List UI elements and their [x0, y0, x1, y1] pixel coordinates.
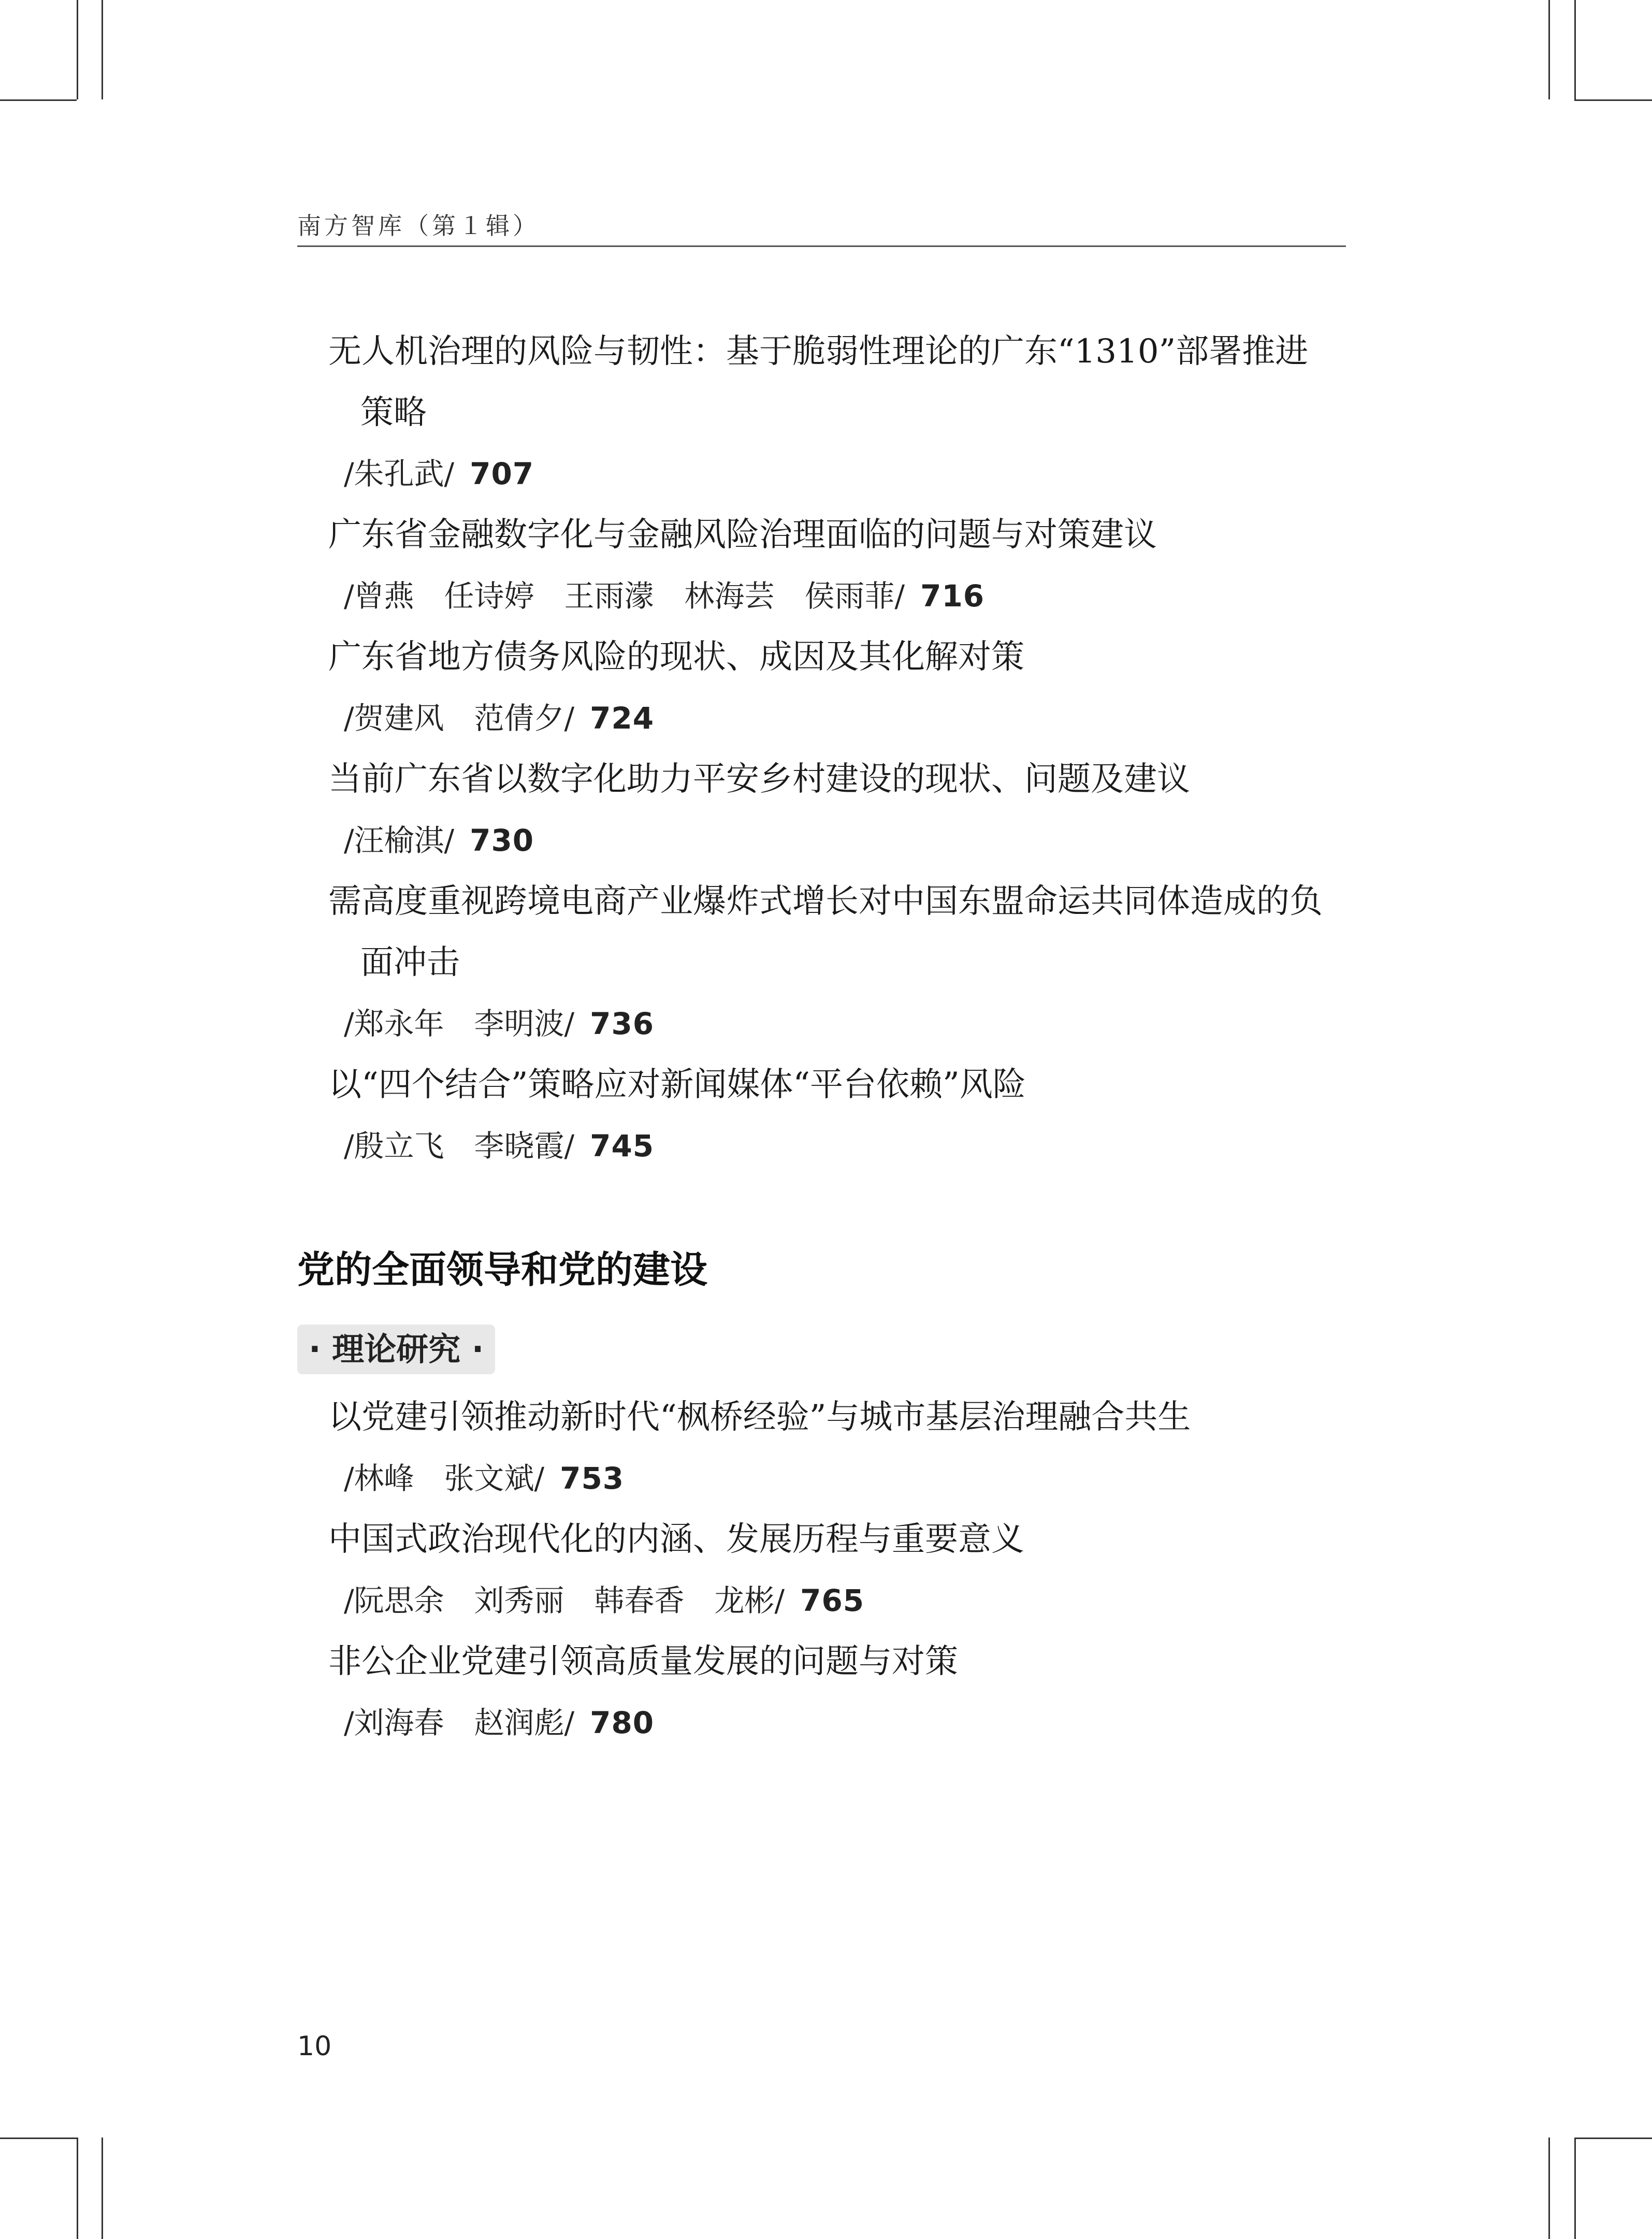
entry-title: 当前广东省以数字化助力平安乡村建设的现状、问题及建议 [328, 760, 1190, 798]
toc-entry [297, 871, 1354, 1054]
toc-entry [297, 1387, 1354, 1509]
entry-authors: /刘海春 赵润彪/ [344, 1705, 575, 1740]
crop-mark [0, 2138, 77, 2139]
section-heading: 党的全面领导和党的建设 [297, 1248, 708, 1291]
entry-authors: /曾燕 任诗婷 王雨濛 林海芸 侯雨菲/ [344, 578, 905, 614]
entry-page-number: 780 [590, 1705, 655, 1740]
entry-byline [344, 1692, 1354, 1753]
entry-title: 无人机治理的风险与韧性：基于脆弱性理论的广东“1310”部署推进 策略 [328, 332, 1309, 432]
entry-page-number: 716 [920, 578, 985, 614]
entry-title: 需高度重视跨境电商产业爆炸式增长对中国东盟命运共同体造成的负 面冲击 [328, 882, 1323, 982]
subsection-label: · 理论研究 · [297, 1325, 495, 1374]
entry-page-number: 707 [470, 456, 534, 491]
toc-entry [297, 1054, 1354, 1176]
entry-authors: /朱孔武/ [344, 456, 455, 491]
entry-authors: /汪榆淇/ [344, 823, 455, 858]
crop-mark [0, 99, 77, 101]
crop-mark [102, 0, 103, 99]
entry-byline [344, 688, 1354, 749]
toc-entry [297, 1631, 1354, 1753]
entry-page-number: 745 [590, 1128, 655, 1164]
entry-authors: /殷立飞 李晓霞/ [344, 1128, 575, 1164]
entry-byline [344, 1448, 1354, 1509]
entry-authors: /阮思余 刘秀丽 韩春香 龙彬/ [344, 1583, 785, 1618]
crop-mark [1574, 2138, 1652, 2139]
crop-mark [77, 2138, 78, 2239]
entry-page-number: 753 [560, 1461, 625, 1496]
crop-mark [1548, 2138, 1550, 2239]
entry-byline [344, 1115, 1354, 1176]
entry-byline [344, 810, 1354, 871]
table-of-contents [297, 321, 1354, 1753]
crop-mark [77, 0, 78, 99]
entry-title: 广东省地方债务风险的现状、成因及其化解对策 [328, 638, 1024, 676]
toc-entry [297, 749, 1354, 871]
entry-byline [344, 1570, 1354, 1631]
crop-mark [1574, 2138, 1576, 2239]
entry-page-number: 724 [590, 701, 655, 736]
toc-entry [297, 1509, 1354, 1631]
entry-authors: /林峰 张文斌/ [344, 1461, 545, 1496]
entry-title: 广东省金融数字化与金融风险治理面临的问题与对策建议 [328, 516, 1157, 554]
toc-entry [297, 627, 1354, 749]
entry-byline [344, 565, 1354, 627]
entry-authors: /贺建风 范倩夕/ [344, 701, 575, 736]
entry-title: 非公企业党建引领高质量发展的问题与对策 [328, 1642, 958, 1681]
crop-mark [1574, 99, 1652, 101]
entry-title: 以党建引领推动新时代“枫桥经验”与城市基层治理融合共生 [328, 1398, 1191, 1436]
header-rule [297, 245, 1346, 247]
entry-page-number: 736 [590, 1006, 655, 1041]
crop-mark [102, 2138, 103, 2239]
entry-page-number: 730 [470, 823, 534, 858]
entry-byline [344, 443, 1354, 504]
entry-byline [344, 993, 1354, 1054]
entry-page-number: 765 [800, 1583, 865, 1618]
entry-title: 中国式政治现代化的内涵、发展历程与重要意义 [328, 1520, 1024, 1559]
toc-entry [297, 504, 1354, 627]
entry-title: 以“四个结合”策略应对新闻媒体“平台依赖”风险 [328, 1066, 1026, 1104]
crop-mark [1548, 0, 1550, 99]
toc-entry [297, 321, 1354, 504]
page-number: 10 [297, 2031, 332, 2062]
entry-authors: /郑永年 李明波/ [344, 1006, 575, 1041]
crop-mark [1574, 0, 1576, 99]
running-header: 南方智库（第１辑） [297, 212, 540, 240]
